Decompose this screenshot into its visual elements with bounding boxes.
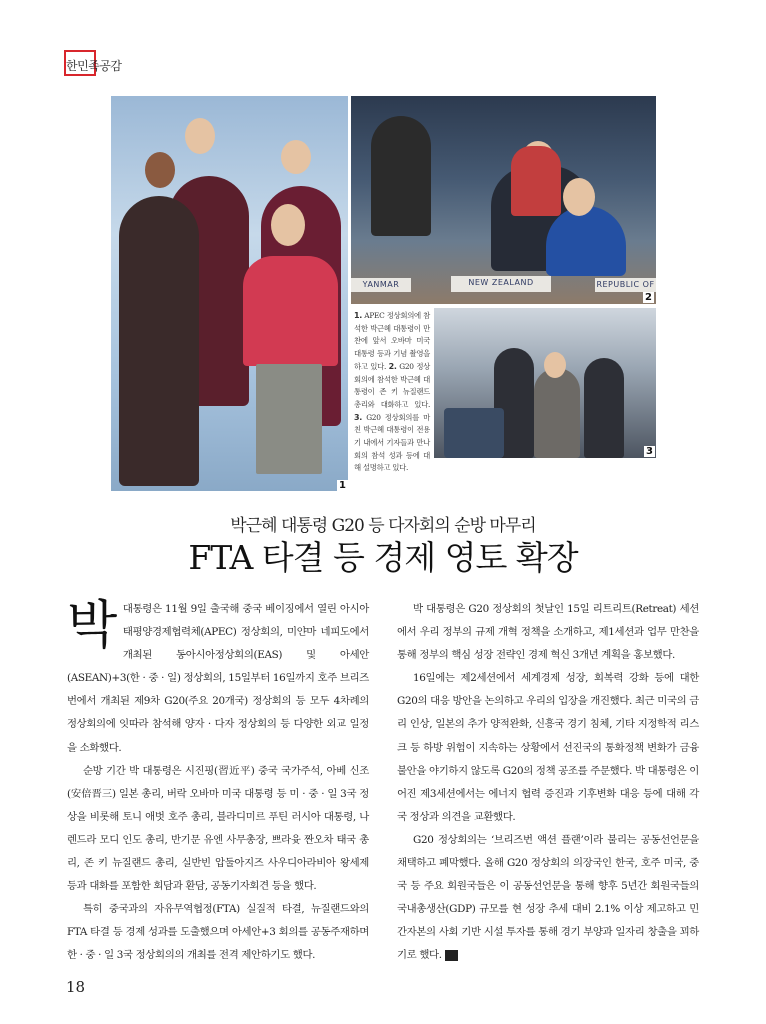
dropcap: 박 [67,596,117,656]
article-title: FTA 타결 등 경제 영토 확장 [188,538,578,577]
article-column-left [67,598,369,968]
photo-plane-interview [434,308,656,458]
caption-text-2: G20 정상회의에 참석한 박근혜 대통령이 존 키 뉴질랜드 총리와 대화하고 있다. [354,361,430,409]
paragraph: 16일에는 제2세션에서 세계경제 성장, 회복력 강화 등에 대한 G20의 대응 방안을 논의하고 우리의 입장을 개진했다. 최근 미국의 금리 인상, 일본의 추가 양적완화, 신흥국 경기 침체, 기타 지정학적 리스크 등 하방 위험이 지속하는 상황에서 선진국의 통화정책 변화가 금융 불안을 야기하지 않도록 G20의 정책 공조를 주문했다. 박 대통령은 이어진 제3세션에서는 에너지 협력 증진과 기후변화 대응 등에 대해 각국 정상과 의견을 교환했다. [397,672,699,823]
nameplate-new-zealand: NEW ZEALAND [451,276,551,292]
paragraph: 특히 중국과의 자유무역협정(FTA) 실질적 타결, 뉴질랜드와의 FTA 타결 등 경제 성과를 도출했으며 아세안+3 회의를 공동주재하며 한 · 중 · 일 3국 정상회의의 개최를 전격 제안하기도 했다. [67,903,369,962]
article-subtitle: 박근혜 대통령 G20 등 다자회의 순방 마무리 [230,516,536,536]
nameplate-republic: REPUBLIC OF [595,278,656,292]
paragraph: 대통령은 11월 9일 출국해 중국 베이징에서 열린 아시아태평양경제협력체(APEC) 정상회의, 미얀마 네피도에서 개최된 동아시아정상회의(EAS) 및 아세안(ASEAN)+3(한 · 중 · 일) 정상회의, 15일부터 16일까지 호주 브리즈번에서 개최된 제9차 G20(주요 20개국) 정상회의 등 모두 4차례의 정상회의에 잇따라 참석해 양자 · 다자 정상회의 등 다양한 외교 일정을 소화했다. [67,603,369,754]
photo-number-3: 3 [646,446,653,457]
section-tag-label: 한민족공감 [66,59,122,73]
caption-number-3: 3. [354,412,363,422]
photo-caption [354,310,430,475]
article-column-right [397,598,699,968]
photo-apec-leaders [111,96,348,491]
section-tag [66,57,121,74]
paragraph-text: G20 정상회의는 ‘브리즈번 액션 플랜’이라 불리는 공동선언문을 채택하고 폐막했다. 올해 G20 정상회의 의장국인 한국, 호주 미국, 중국 등 주요 회원국들은 이 공동선언문을 통해 향후 5년간 회원국들의 국내총생산(GDP) 규모를 현 성장 추세 대비 2.1% 이상 제고하고 민간자본의 사회 기반 시설 투자를 통해 경기 부양과 일자리 창출을 꾀하기로 했다. [397,833,699,962]
caption-text-3: G20 정상회의를 마친 박근혜 대통령이 전용기 내에서 기자들과 만나 회의 참석 성과 등에 대해 설명하고 있다. [354,412,430,473]
end-mark-icon: 협 [445,950,458,961]
caption-number-2: 2. [388,361,397,371]
nameplate-myanmar: YANMAR [351,278,411,292]
caption-text-1: APEC 정상회의에 참석한 박근혜 대통령이 만찬에 앞서 오바마 미국 대통령 등과 기념 촬영을 하고 있다. [354,311,430,371]
photo-number-2: 2 [645,292,652,303]
paragraph: 순방 기간 박 대통령은 시진핑(習近平) 중국 국가주석, 아베 신조(安倍晋三) 일본 총리, 버락 오바마 미국 대통령 등 미 · 중 · 일 3국 정상을 비롯해 토니 애벗 호주 총리, 블라디미르 푸틴 러시아 대통령, 나렌드라 모디 인도 총리, 반기문 유엔 사무총장, 쁘라윳 짠오차 태국 총리, 존 키 뉴질랜드 총리, 실반빈 압둘아지즈 사우디아라비아 왕세제 등과 대화를 포함한 회담과 환담, 공동기자회견 등을 했다. [67,764,369,893]
photo-number-1: 1 [339,480,346,491]
paragraph [397,829,699,968]
photo-g20-meeting [351,96,656,304]
caption-number-1: 1. [354,311,363,320]
page-number: 18 [66,978,86,996]
paragraph: 박 대통령은 G20 정상회의 첫날인 15일 리트리트(Retreat) 세션에서 우리 정부의 규제 개혁 정책을 소개하고, 제1세션과 업무 만찬을 통해 정부의 핵심 성장 전략인 경제 혁신 3개년 계획을 홍보했다. [397,603,699,662]
